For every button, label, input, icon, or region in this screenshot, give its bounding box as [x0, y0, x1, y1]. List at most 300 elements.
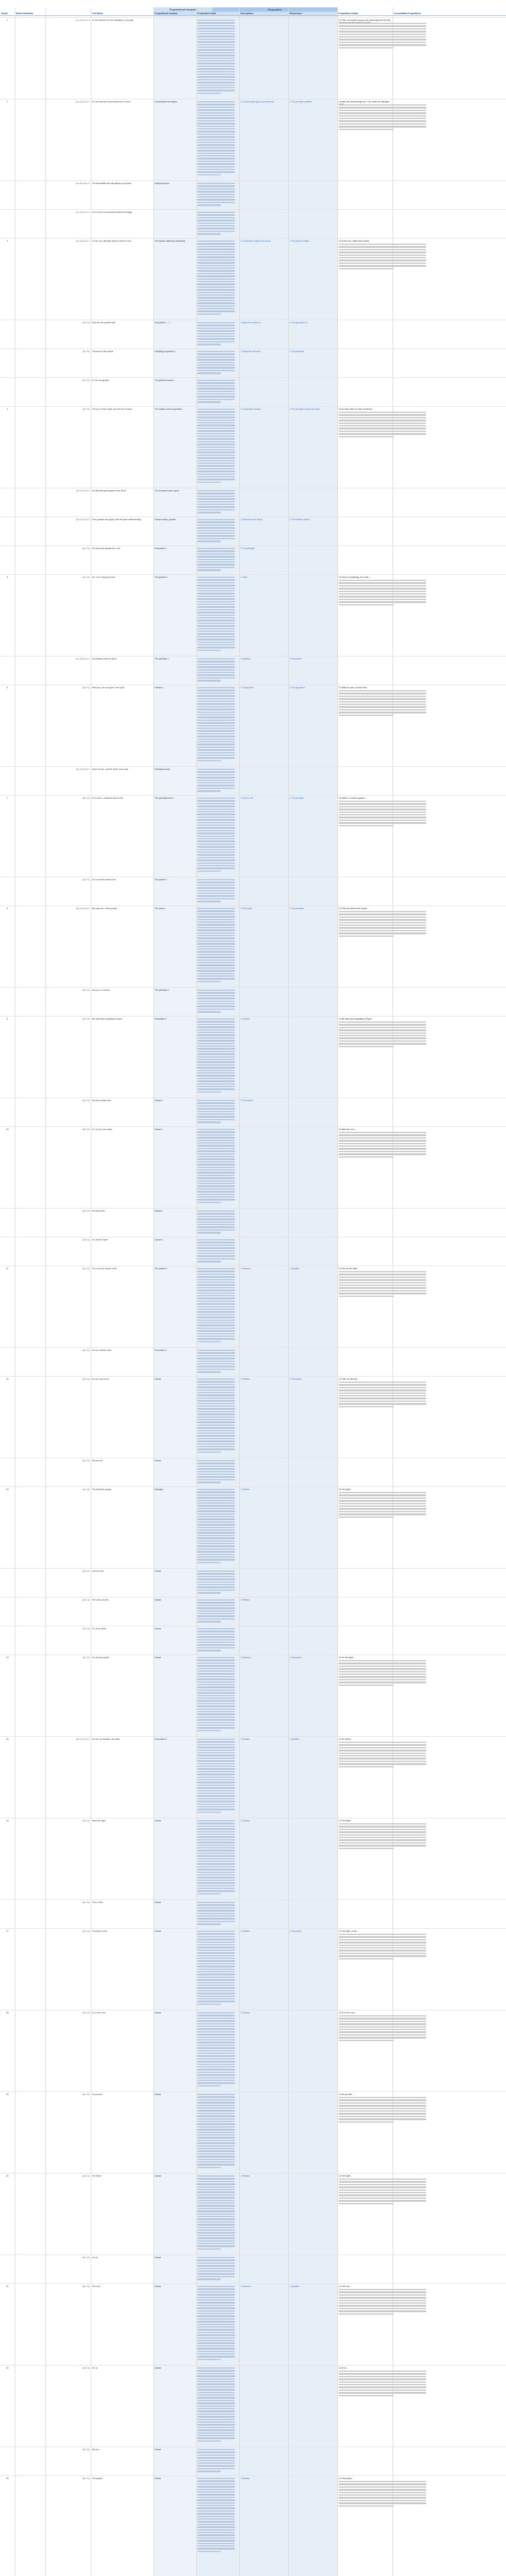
- table-row[interactable]: [0, 2365, 506, 2447]
- text-line: [197, 1392, 235, 1393]
- text-line: [197, 2326, 235, 2328]
- text-line: [197, 832, 235, 834]
- table-row[interactable]: [0, 1626, 506, 1655]
- reference-cell: (Lk 1:1): [82, 1599, 90, 1601]
- text-line: [197, 1336, 235, 1337]
- text-line: [197, 1556, 235, 1558]
- table-row[interactable]: [0, 238, 506, 320]
- analysis-cell: The participle 2: [155, 989, 169, 991]
- table-row[interactable]: [0, 1568, 506, 1598]
- text-line: [197, 538, 235, 539]
- column-header-0[interactable]: Stroke: [0, 12, 15, 16]
- text-line: [197, 1363, 235, 1364]
- text-line: [197, 1657, 235, 1658]
- text-line: [197, 214, 235, 215]
- text-line: [197, 1944, 235, 1945]
- table-row[interactable]: [0, 517, 506, 546]
- text-line: [197, 642, 235, 643]
- table-row[interactable]: [0, 1458, 506, 1487]
- text-line: [197, 1121, 221, 1123]
- table-row[interactable]: [0, 377, 506, 407]
- text-line: [197, 153, 235, 154]
- text-line: [197, 1910, 235, 1911]
- text-line: [339, 1151, 426, 1152]
- text-line: [339, 806, 426, 807]
- column-header-7[interactable]: Reasoning 2: [288, 12, 337, 16]
- header-group-analysis: Propositional Analysis: [153, 7, 212, 12]
- text-line: [339, 2178, 426, 2180]
- text-line: [339, 1685, 394, 1686]
- text-line: [197, 194, 235, 195]
- header-group-proposition: Proposition: [212, 7, 337, 12]
- table-row[interactable]: [0, 795, 506, 877]
- text-line: [197, 1108, 235, 1109]
- column-header-4[interactable]: Propositional Analysis: [153, 12, 196, 16]
- table-row[interactable]: [0, 1016, 506, 1098]
- text-line: [197, 2156, 235, 2157]
- text-line: [197, 1752, 235, 1753]
- text-editor-cell: The son of Holy Spirit, and the son of Jesus: [92, 408, 132, 410]
- text-line: [339, 2018, 426, 2019]
- text-line: [197, 142, 235, 143]
- reference-cell: (Lk 1:1): [82, 408, 90, 410]
- text-line: [339, 604, 394, 606]
- text-line: [197, 1216, 235, 1217]
- text-line: [197, 351, 235, 352]
- text-line: [197, 535, 235, 536]
- text-line: [197, 2132, 235, 2133]
- text-line: [197, 336, 235, 337]
- text-line: [339, 2021, 426, 2022]
- text-line: [197, 1850, 235, 1851]
- table-row[interactable]: [0, 1928, 506, 2010]
- text-line: [197, 2497, 235, 2498]
- text-line: [339, 120, 426, 121]
- text-line: [197, 1009, 235, 1010]
- text-line: [197, 1352, 235, 1353]
- text-line: [197, 1413, 235, 1415]
- table-row[interactable]: [0, 1655, 506, 1737]
- text-line: [197, 680, 221, 681]
- text-line: [197, 817, 235, 818]
- text-line: [339, 2203, 394, 2204]
- text-line: [197, 2294, 235, 2295]
- text-line: [197, 1253, 235, 1254]
- text-line: [197, 596, 235, 597]
- text-line: [197, 1863, 235, 1864]
- text-line: [197, 901, 221, 902]
- table-row[interactable]: [0, 1208, 506, 1237]
- text-line: [197, 2243, 235, 2244]
- text-line: [197, 2194, 235, 2196]
- table-row[interactable]: [0, 1098, 506, 1127]
- text-line: [197, 2307, 235, 2309]
- text-line: [197, 388, 235, 389]
- table-row[interactable]: [0, 574, 506, 656]
- analysis-cell: The explicit statement (adverbial): [155, 240, 185, 242]
- text-line: [197, 2486, 235, 2487]
- text-editor-cell: Do you see: [92, 2093, 103, 2096]
- text-line: [197, 465, 235, 466]
- table-row[interactable]: [0, 2091, 506, 2174]
- table-row[interactable]: [0, 987, 506, 1017]
- text-line: [197, 183, 235, 184]
- text-line: [197, 1918, 235, 1919]
- text-line: [339, 1947, 426, 1948]
- text-line: [197, 185, 235, 186]
- consolidated-note: 14 The people ...: [339, 2477, 355, 2480]
- analysis-cell: Participle: [155, 1488, 163, 1491]
- text-line: [197, 1952, 235, 1953]
- text-line: [197, 1974, 235, 1975]
- text-line: [197, 1532, 235, 1533]
- table-row[interactable]: [0, 685, 506, 767]
- text-line: [197, 1739, 235, 1740]
- text-line: [197, 428, 235, 429]
- text-line: [197, 2437, 235, 2439]
- text-line: [197, 1559, 235, 1560]
- text-line: [197, 417, 235, 418]
- text-line: [197, 436, 235, 437]
- reference-cell: (Lk 1:1): [82, 1820, 90, 1822]
- text-line: [197, 954, 235, 955]
- text-line: [197, 2494, 235, 2495]
- text-line: [197, 1760, 235, 1761]
- text-line: [339, 2302, 426, 2304]
- text-line: [197, 310, 235, 312]
- text-line: [197, 788, 235, 789]
- text-line: [197, 1056, 235, 1058]
- text-line: [197, 2140, 235, 2141]
- text-line: [197, 2507, 235, 2509]
- column-header-2[interactable]: [45, 12, 91, 16]
- text-line: [197, 717, 235, 718]
- text-line: [197, 1647, 235, 1648]
- text-line: [197, 1199, 235, 1200]
- column-header-5[interactable]: Proposition Detail: [196, 12, 239, 16]
- column-header-8[interactable]: Proposition Details: [337, 12, 393, 16]
- analysis-cell: Proposition 1: [155, 547, 167, 550]
- text-line: [197, 521, 235, 523]
- text-line: [197, 2334, 235, 2336]
- text-editor-cell: The Spirit the people: [92, 1488, 112, 1491]
- text-line: [197, 2551, 221, 2552]
- text-line: [339, 599, 426, 600]
- text-line: [197, 2416, 235, 2417]
- text-line: [197, 1993, 235, 1994]
- description-link: 1 Inference: [240, 1656, 251, 1659]
- text-line: [197, 1232, 221, 1233]
- table-row[interactable]: [0, 545, 506, 575]
- text-line: [339, 1761, 426, 1762]
- text-editor-cell: Or, it sent, I continued them to the: [92, 797, 123, 799]
- text-line: [197, 548, 235, 549]
- text-line: [197, 344, 221, 345]
- table-row[interactable]: [0, 905, 506, 988]
- text-line: [197, 1828, 235, 1829]
- text-line: [339, 1668, 426, 1669]
- text-editor-cell: Or, to the Lord: [92, 2012, 105, 2014]
- analysis-cell: Clause: [155, 1656, 161, 1659]
- stroke-number: 16: [6, 1820, 9, 1822]
- text-line: [197, 2159, 235, 2160]
- text-line: [197, 260, 235, 261]
- table-row[interactable]: [0, 320, 506, 349]
- text-editor-cell: Then, at the: [92, 1901, 104, 1904]
- text-editor-cell: We have been speaking of Spirit: [92, 1018, 122, 1020]
- text-line: [197, 1613, 235, 1614]
- table-row[interactable]: [0, 877, 506, 906]
- text-line: [197, 1105, 235, 1107]
- text-line: [197, 2351, 235, 2352]
- text-line: [339, 1024, 426, 1025]
- consolidated-note: 14 Or Holy, that is for the conversion ...: [339, 408, 375, 410]
- text-line: [197, 1424, 235, 1426]
- text-line: [197, 2259, 235, 2261]
- text-line: [197, 1798, 235, 1799]
- text-line: [339, 265, 426, 266]
- text-line: [339, 257, 426, 258]
- description-link: 1 The genitive implies the source: [240, 240, 271, 242]
- text-line: [197, 1853, 235, 1854]
- text-line: [339, 580, 426, 581]
- table-row[interactable]: [0, 406, 506, 488]
- text-line: [197, 1508, 235, 1509]
- text-line: [197, 1070, 235, 1071]
- text-line: [197, 588, 235, 589]
- text-line: [197, 2345, 235, 2347]
- text-line: [339, 1834, 426, 1836]
- text-line: [197, 1419, 235, 1420]
- text-line: [197, 2189, 235, 2190]
- text-line: [197, 1242, 235, 1243]
- text-line: [197, 139, 235, 140]
- text-line: [197, 490, 235, 491]
- table-row[interactable]: [0, 2255, 506, 2284]
- table-row[interactable]: [0, 2283, 506, 2366]
- text-line: [197, 2227, 235, 2228]
- table-row[interactable]: [0, 1237, 506, 1266]
- text-line: [339, 1936, 426, 1937]
- text-line: [197, 286, 235, 288]
- text-line: [197, 444, 235, 445]
- table-row[interactable]: [0, 656, 506, 685]
- text-line: [197, 1119, 235, 1120]
- text-line: [197, 623, 235, 624]
- table-row[interactable]: [0, 180, 506, 210]
- reference-cell: (Lk 1:1): [82, 2477, 90, 2480]
- description-link: 1 Inference: [240, 1267, 251, 1270]
- text-editor-cell: Something come the Spirit: [92, 658, 117, 660]
- text-line: [339, 1277, 426, 1278]
- text-line: [197, 1823, 235, 1824]
- text-line: [197, 2039, 235, 2040]
- text-line: [197, 687, 235, 688]
- text-line: [197, 617, 235, 618]
- analysis-cell: Clause: [155, 1378, 161, 1380]
- text-line: [197, 1874, 235, 1875]
- text-line: [197, 2080, 235, 2081]
- text-line: [197, 2045, 235, 2046]
- text-line: [197, 2400, 235, 2401]
- text-line: [197, 898, 235, 899]
- text-line: [339, 44, 426, 45]
- table-row[interactable]: [0, 2010, 506, 2092]
- column-header-3[interactable]: Text Editor: [91, 12, 153, 16]
- text-line: [339, 1040, 426, 1042]
- table-row[interactable]: [0, 1126, 506, 1209]
- table-row[interactable]: [0, 1899, 506, 1929]
- text-editor-cell: The word of the people: [92, 350, 113, 353]
- text-line: [339, 2370, 426, 2372]
- text-line: [197, 1001, 235, 1002]
- text-line: [197, 1639, 235, 1640]
- text-line: [339, 1403, 426, 1404]
- text-line: [197, 2235, 235, 2236]
- text-line: [197, 2183, 235, 2185]
- text-line: [197, 1330, 235, 1331]
- text-line: [197, 790, 221, 791]
- text-line: [339, 690, 426, 691]
- text-line: [339, 696, 426, 697]
- text-line: [339, 1271, 426, 1272]
- text-line: [197, 1809, 235, 1810]
- table-row[interactable]: [0, 488, 506, 517]
- table-row[interactable]: [0, 1486, 506, 1569]
- text-line: [197, 1221, 235, 1223]
- table-row[interactable]: [0, 1266, 506, 1348]
- table-row[interactable]: [0, 2475, 506, 2558]
- text-line: [197, 2315, 235, 2316]
- text-line: [197, 2077, 235, 2078]
- text-line: [197, 981, 221, 982]
- text-line: [197, 1636, 235, 1637]
- table-row[interactable]: [0, 1376, 506, 1458]
- text-editor-cell: He will not have that: [92, 1099, 111, 1102]
- table-row[interactable]: [0, 1347, 506, 1377]
- text-line: [197, 1977, 235, 1978]
- text-line: [339, 1758, 426, 1759]
- text-line: [197, 1021, 235, 1022]
- table-row[interactable]: [0, 17, 506, 99]
- text-line: [339, 1663, 426, 1664]
- text-line: [197, 123, 235, 124]
- text-line: [197, 1258, 235, 1259]
- column-header-9[interactable]: Consolidated Propositions: [393, 12, 506, 16]
- text-line: [197, 2270, 235, 2272]
- column-header-6[interactable]: Descriptions: [239, 12, 288, 16]
- text-line: [339, 42, 426, 43]
- analysis-cell: Clause: [155, 2285, 161, 2288]
- text-line: [197, 567, 235, 568]
- text-line: [197, 1590, 235, 1591]
- text-line: [197, 409, 235, 410]
- text-line: [197, 1411, 235, 1412]
- text-line: [197, 2321, 235, 2322]
- text-line: [197, 85, 235, 86]
- table-row[interactable]: [0, 766, 506, 796]
- text-line: [197, 998, 235, 999]
- text-line: [197, 457, 235, 458]
- text-editor-cell: He did, his disciples, the Spirit: [92, 1738, 120, 1740]
- text-line: [197, 2115, 235, 2117]
- text-line: [339, 2313, 394, 2315]
- text-line: [197, 709, 235, 710]
- text-line: [197, 598, 235, 599]
- text-line: [197, 992, 235, 993]
- table-row[interactable]: [0, 1736, 506, 1818]
- text-line: [197, 1571, 235, 1572]
- text-line: [339, 922, 426, 923]
- table-row[interactable]: [0, 348, 506, 378]
- text-line: [339, 1942, 426, 1943]
- table-row[interactable]: [0, 2447, 506, 2476]
- consolidated-note: 14 Indeed, is what is spoken ...: [339, 797, 367, 799]
- text-line: [197, 2175, 235, 2177]
- text-line: [339, 1660, 426, 1661]
- text-line: [197, 636, 235, 637]
- text-line: [197, 455, 235, 456]
- text-line: [197, 2023, 235, 2024]
- reasoning-link: 1 The participle: [289, 350, 304, 353]
- text-line: [197, 1644, 235, 1645]
- text-line: [197, 136, 235, 137]
- text-line: [197, 962, 235, 963]
- text-line: [197, 1061, 235, 1063]
- table-row[interactable]: [0, 1597, 506, 1626]
- text-line: [339, 930, 426, 931]
- table-row[interactable]: [0, 209, 506, 239]
- text-line: [197, 838, 235, 839]
- column-header-1[interactable]: Stroke Definition: [15, 12, 45, 16]
- analysis-cell: Clause: [155, 1820, 161, 1822]
- text-line: [339, 268, 394, 269]
- analysis-cell: Clause: [155, 2477, 161, 2480]
- text-line: [197, 964, 235, 966]
- text-line: [339, 2489, 426, 2490]
- text-line: [197, 1969, 235, 1970]
- table-row[interactable]: [0, 1818, 506, 1900]
- text-line: [339, 704, 426, 705]
- text-editor-cell: Can you see: [92, 1570, 104, 1572]
- text-line: [197, 2370, 235, 2371]
- text-line: [197, 650, 221, 651]
- text-line: [197, 2421, 235, 2423]
- reference-cell: (Lk 1:1): [82, 2012, 90, 2014]
- text-line: [339, 803, 426, 804]
- text-line: [197, 1599, 235, 1601]
- text-line: [339, 1837, 426, 1838]
- text-line: [339, 431, 426, 432]
- text-line: [197, 1172, 235, 1173]
- text-line: [339, 2102, 426, 2104]
- text-line: [197, 391, 235, 392]
- consolidated-note: 14 The Spirit ...: [339, 1488, 353, 1491]
- text-line: [197, 2375, 235, 2377]
- text-editor-cell: The immediate brief disciplinary to preview: [92, 182, 132, 185]
- text-line: [197, 1037, 235, 1039]
- text-line: [197, 1971, 235, 1972]
- table-row[interactable]: [0, 99, 506, 181]
- table-row[interactable]: [0, 2173, 506, 2255]
- stroke-number: 5: [7, 576, 8, 579]
- text-line: [197, 2224, 235, 2225]
- text-line: [197, 2521, 235, 2522]
- text-line: [197, 252, 235, 253]
- text-line: [197, 1196, 235, 1198]
- text-line: [197, 2273, 235, 2274]
- text-line: [197, 569, 221, 571]
